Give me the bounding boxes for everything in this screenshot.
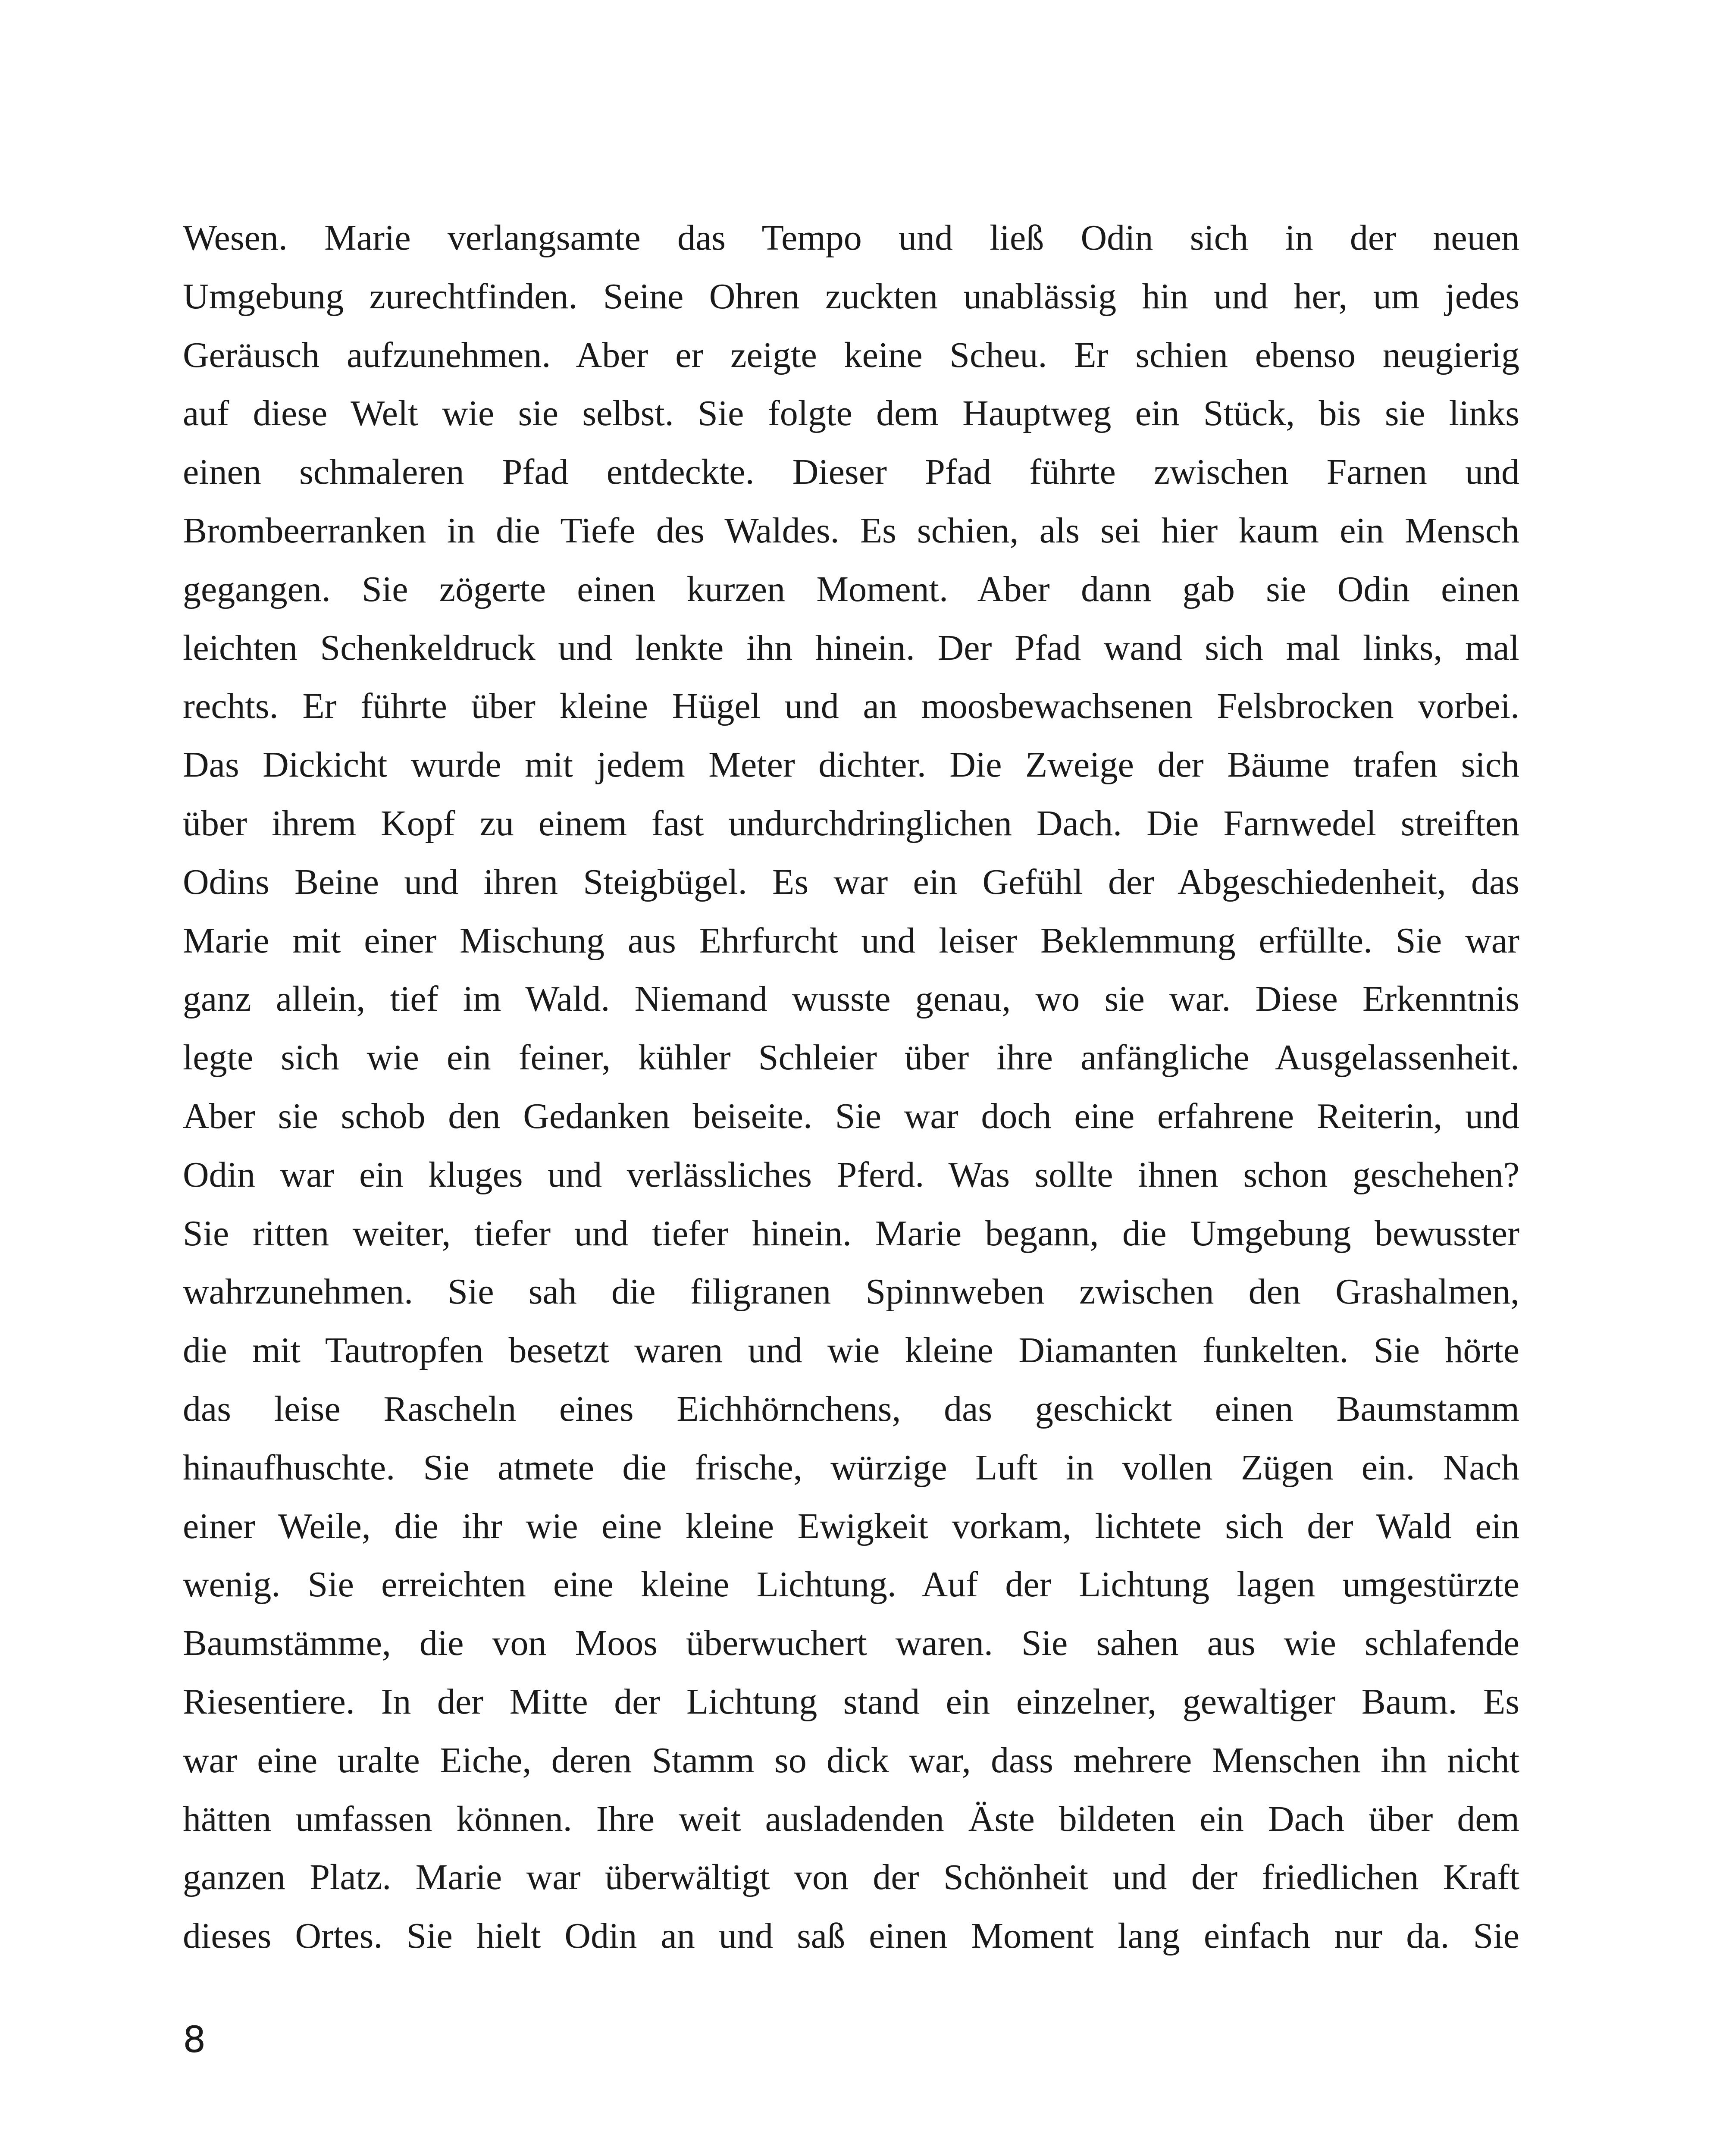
page-number: 8 [183,2018,206,2061]
text-line: Umgebung zurechtfinden. Seine Ohren zuckten unablässig hin und her, um jedes [183,276,1519,317]
text-line: über ihrem Kopf zu einem fast undurchdringlichen Dach. Die Farnwedel streiften [183,803,1519,843]
text-line: ganz allein, tief im Wald. Niemand wusste genau, wo sie war. Diese Erkenntnis [183,979,1519,1019]
text-line: Aber sie schob den Gedanken beiseite. Sie war doch eine erfahrene Reiterin, und [183,1096,1519,1136]
text-line: Odins Beine und ihren Steigbügel. Es war ein Gefühl der Abgeschiedenheit, das [183,862,1519,902]
text-line: hinaufhuschte. Sie atmete die frische, würzige Luft in vollen Zügen ein. Nach [183,1447,1519,1488]
text-line: war eine uralte Eiche, deren Stamm so dick war, dass mehrere Menschen ihn nicht [183,1740,1519,1780]
text-line: rechts. Er führte über kleine Hügel und an moosbewachsenen Felsbrocken vorbei. [183,686,1519,727]
text-line: Marie mit einer Mischung aus Ehrfurcht und leiser Beklemmung erfüllte. Sie war [183,920,1519,961]
text-line: Odin war ein kluges und verlässliches Pferd. Was sollte ihnen schon geschehen? [183,1154,1519,1195]
text-line: hätten umfassen können. Ihre weit ausladenden Äste bildeten ein Dach über dem [183,1799,1519,1839]
text-line: Brombeerranken in die Tiefe des Waldes. Es schien, als sei hier kaum ein Mensch [183,510,1519,551]
text-line: einen schmaleren Pfad entdeckte. Dieser Pfad führte zwischen Farnen und [183,452,1519,492]
text-line: Sie ritten weiter, tiefer und tiefer hinein. Marie begann, die Umgebung bewusster [183,1213,1519,1253]
text-line: Riesentiere. In der Mitte der Lichtung stand ein einzelner, gewaltiger Baum. Es [183,1681,1519,1722]
text-line: das leise Rascheln eines Eichhörnchens, das geschickt einen Baumstamm [183,1388,1519,1429]
text-line: Wesen. Marie verlangsamte das Tempo und ließ Odin sich in der neuen [183,218,1519,258]
text-line: gegangen. Sie zögerte einen kurzen Moment. Aber dann gab sie Odin einen [183,569,1519,609]
text-line: Das Dickicht wurde mit jedem Meter dichter. Die Zweige der Bäume trafen sich [183,745,1519,785]
text-line: Baumstämme, die von Moos überwuchert waren. Sie sahen aus wie schlafende [183,1623,1519,1664]
text-line: wahrzunehmen. Sie sah die filigranen Spinnweben zwischen den Grashalmen, [183,1272,1519,1312]
text-line: einer Weile, die ihr wie eine kleine Ewigkeit vorkam, lichtete sich der Wald ein [183,1506,1519,1546]
text-line: ganzen Platz. Marie war überwältigt von der Schönheit und der friedlichen Kraft [183,1857,1519,1898]
text-line: legte sich wie ein feiner, kühler Schleier über ihre anfängliche Ausgelassenheit. [183,1037,1519,1078]
body-text [183,209,1519,1965]
text-line: Geräusch aufzunehmen. Aber er zeigte keine Scheu. Er schien ebenso neugierig [183,335,1519,375]
text-line: dieses Ortes. Sie hielt Odin an und saß einen Moment lang einfach nur da. Sie [183,1916,1519,1956]
text-line: auf diese Welt wie sie selbst. Sie folgte dem Hauptweg ein Stück, bis sie links [183,393,1519,434]
text-line: die mit Tautropfen besetzt waren und wie kleine Diamanten funkelten. Sie hörte [183,1330,1519,1371]
text-line: wenig. Sie erreichten eine kleine Lichtung. Auf der Lichtung lagen umgestürzte [183,1564,1519,1605]
text-line: leichten Schenkeldruck und lenkte ihn hinein. Der Pfad wand sich mal links, mal [183,627,1519,668]
